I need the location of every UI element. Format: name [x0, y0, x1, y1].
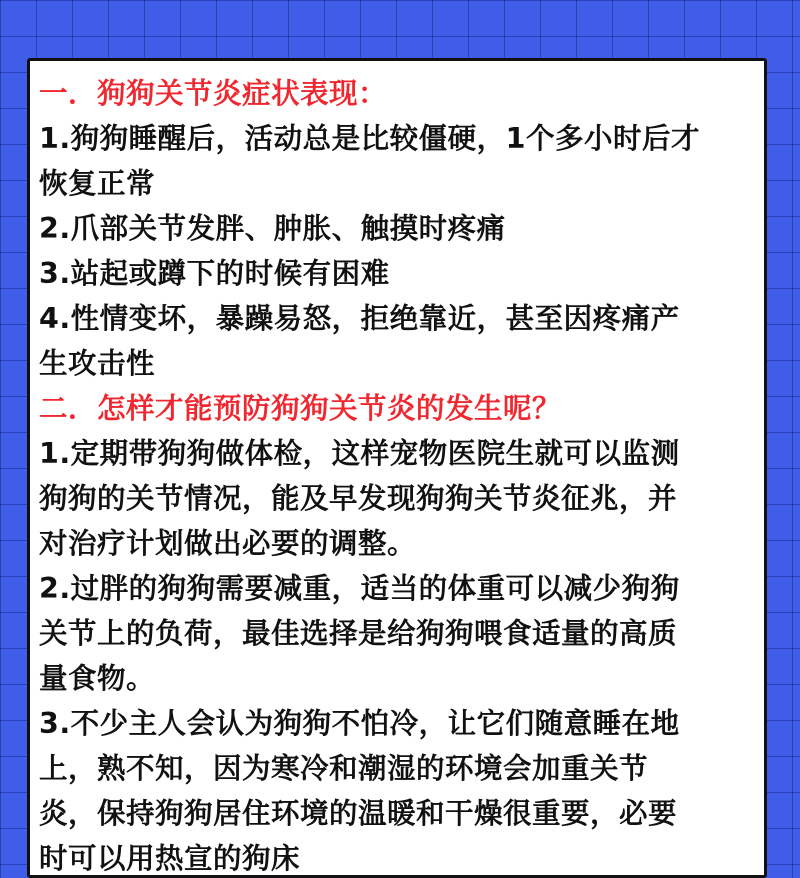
text-line: 炎，保持狗狗居住环境的温暖和干燥很重要，必要: [39, 797, 678, 830]
text-line: 恢复正常: [39, 167, 156, 200]
text-line: 生攻击性: [39, 347, 156, 380]
article-card: [27, 58, 767, 878]
text-line: 1.定期带狗狗做体检，这样宠物医院生就可以监测: [39, 437, 680, 470]
text-line: 关节上的负荷，最佳选择是给狗狗喂食适量的高质: [39, 617, 678, 650]
section-1-heading: 一．狗狗关节炎症状表现：: [39, 77, 388, 110]
text-line: 4.性情变坏，暴躁易怒，拒绝靠近，甚至因疼痛产: [39, 302, 680, 335]
text-line: 量食物。: [39, 662, 156, 695]
text-line: 3.站起或蹲下的时候有困难: [39, 257, 390, 290]
article-content: [39, 71, 764, 878]
text-line: 3.不少主人会认为狗狗不怕冷，让它们随意睡在地: [39, 707, 680, 740]
text-line: 1.狗狗睡醒后，活动总是比较僵硬，1个多小时后才: [39, 122, 700, 155]
section-2-heading: 二．怎样才能预防狗狗关节炎的发生呢？: [39, 392, 562, 425]
text-line: 狗狗的关节情况，能及早发现狗狗关节炎征兆，并: [39, 482, 678, 515]
text-line: 上，熟不知，因为寒冷和潮湿的环境会加重关节: [39, 752, 649, 785]
text-line: 2.过胖的狗狗需要减重，适当的体重可以减少狗狗: [39, 572, 680, 605]
text-line: 2.爪部关节发胖、肿胀、触摸时疼痛: [39, 212, 506, 245]
text-line: 对治疗计划做出必要的调整。: [39, 527, 417, 560]
text-line: 时可以用热宣的狗床: [39, 842, 301, 875]
